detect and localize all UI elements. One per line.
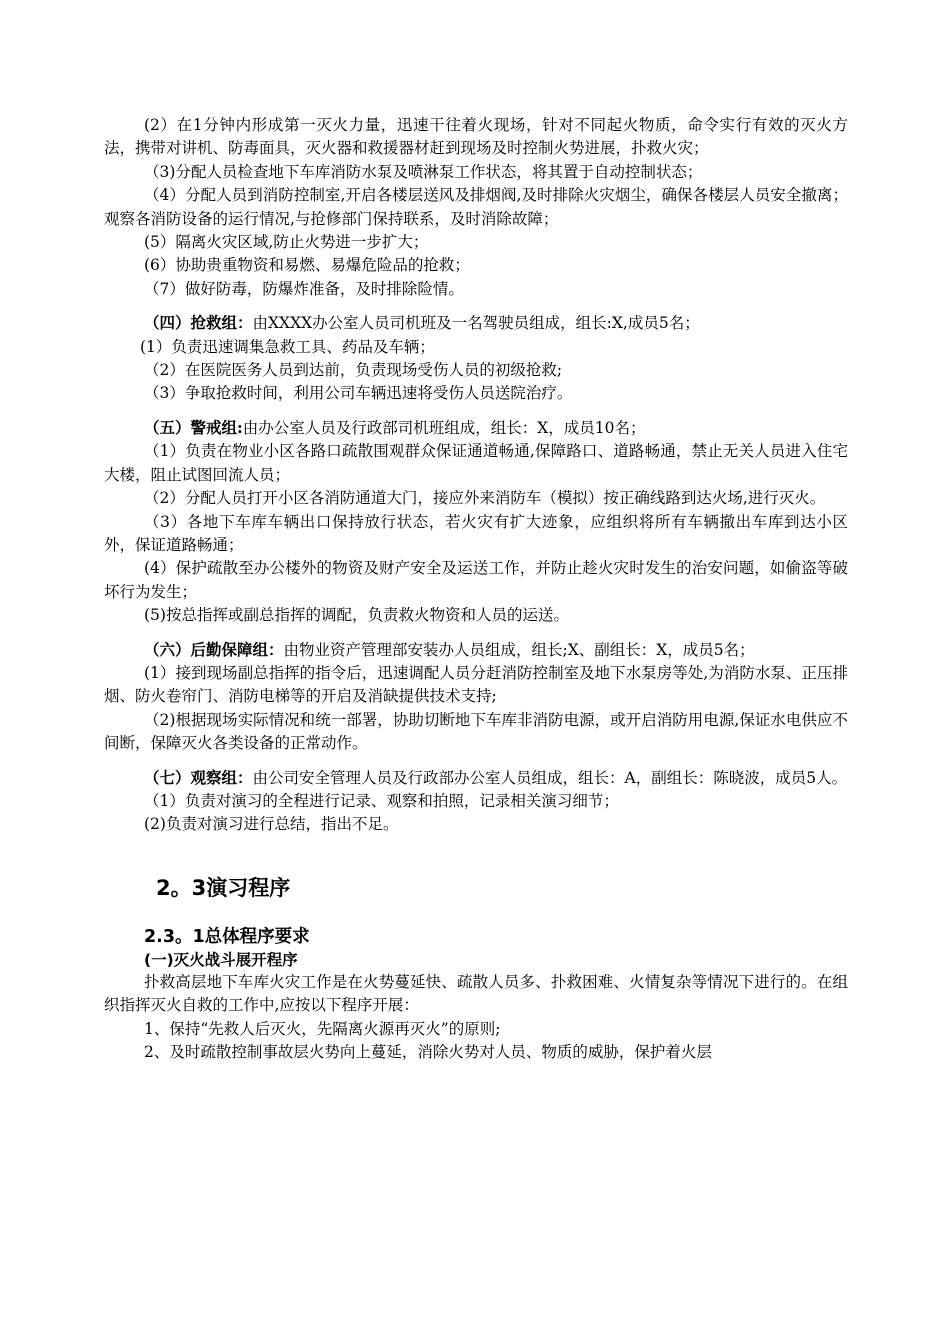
paragraph: （3）各地下车库车辆出口保持放行状态，若火灾有扩大迹象，应组织将所有车辆撤出车库到达小区外，保证道路畅通；	[104, 512, 848, 554]
paragraph: （2）在医院医务人员到达前，负责现场受伤人员的初级抢救;	[144, 361, 563, 380]
procedure-section	[104, 873, 848, 1065]
logistics-team-section	[104, 638, 848, 756]
team-description: 由公司安全管理人员及行政部办公室人员组成，组长：A，副组长：陈晓波，成员5人。	[252, 768, 848, 787]
team-description: 由XXXX办公室人员司机班及一名驾驶员组成，组长:X,成员5名；	[252, 314, 700, 333]
section-heading: 2。3演习程序	[156, 875, 291, 900]
paragraph: (6）协助贵重物资和易燃、易爆危险品的抢救；	[144, 256, 470, 275]
paragraph: （1）负责在物业小区各路口疏散围观群众保证通道畅通,保障路口、道路畅通，禁止无关人员进入住宅大楼，阻止试图回流人员；	[104, 442, 848, 484]
paragraph: (2）在1分钟内形成第一灭火力量，迅速干往着火现场，针对不同起火物质，命令实行有效的灭火方法，携带对讲机、防毒面具，灭火器和救援器材赶到现场及时控制火势进展，扑救火灾；	[104, 116, 848, 158]
paragraph: （7）做好防毒，防爆炸准备，及时排除险情。	[144, 279, 464, 298]
paragraph: （4）分配人员到消防控制室,开启各楼层送风及排烟阀,及时排除火灾烟尘，确保各楼层人员安全撤离；观察各消防设备的运行情况,与抢修部门保持联系，及时消除故障；	[104, 186, 848, 228]
team-title: （七）观察组：	[144, 767, 253, 787]
rescue-team-section	[104, 311, 848, 406]
paragraph: (2)负责对演习进行总结，指出不足。	[144, 815, 399, 834]
observe-team-section	[104, 766, 848, 837]
fire-team-section	[104, 114, 848, 301]
paragraph: 2、及时疏散控制事故层火势向上蔓延，消除火势对人员、物质的威胁，保护着火层	[144, 1043, 712, 1061]
team-heading	[104, 311, 848, 335]
paragraph: （1）负责对演习的全程进行记录、观察和拍照，记录相关演习细节；	[144, 791, 619, 810]
team-heading	[104, 638, 848, 662]
paragraph: (1）接到现场副总指挥的指令后，迅速调配人员分赶消防控制室及地下水泵房等处,为消防水泵、正压排烟、防火卷帘门、消防电梯等的开启及消缺提供技术支持;	[104, 663, 848, 706]
subsubsection-heading: (一)灭火战斗展开程序	[144, 950, 298, 969]
team-heading	[104, 766, 848, 790]
paragraph: （3）争取抢救时间，利用公司车辆迅速将受伤人员送院治疗。	[144, 384, 573, 403]
paragraph: 扑救高层地下车库火灾工作是在火势蔓延快、疏散人员多、扑救困难、火情复杂等情况下进行的。在组织指挥灭火自救的工作中,应按以下程序开展：	[104, 972, 848, 1015]
paragraph: (5）隔离火灾区域,防止火势进一步扩大；	[144, 233, 429, 252]
paragraph: (1）负责迅速调集急救工具、药品及车辆；	[140, 337, 435, 356]
team-title: （五）警戒组:	[144, 417, 243, 437]
paragraph: (4）保护疏散至办公楼外的物资及财产安全及运送工作，并防止趁火灾时发生的治安问题，如偷盗等破坏行为发生；	[104, 559, 848, 601]
document-body	[104, 114, 848, 1064]
paragraph: 1、保持“先救人后灭火，先隔离火源再灭火”的原则;	[144, 1019, 501, 1038]
team-title: （四）抢救组：	[144, 313, 253, 333]
team-heading	[104, 416, 848, 440]
guard-team-section	[104, 416, 848, 628]
paragraph: （2）分配人员打开小区各消防通道大门，接应外来消防车（模拟）按正确线路到达火场,进行灭火。	[144, 489, 826, 508]
paragraph: （3)分配人员检查地下车库消防水泵及喷淋泵工作状态，将其置于自动控制状态；	[144, 162, 703, 181]
team-description: 由物业资产管理部安装办人员组成，组长;X、副组长：X，成员5名；	[283, 640, 755, 659]
team-title: （六）后勤保障组：	[144, 639, 284, 659]
paragraph: (5)按总指挥或副总指挥的调配，负责救火物资和人员的运送。	[144, 606, 569, 625]
paragraph: （2)根据现场实际情况和统一部署，协助切断地下车库非消防电源，或开启消防用电源,保证水电供应不间断，保障灭火各类设备的正常动作。	[104, 710, 848, 753]
subsection-heading: 2.3。1总体程序要求	[144, 926, 310, 947]
team-description: 由办公室人员及行政部司机班组成，组长：X，成员10名；	[242, 418, 646, 437]
